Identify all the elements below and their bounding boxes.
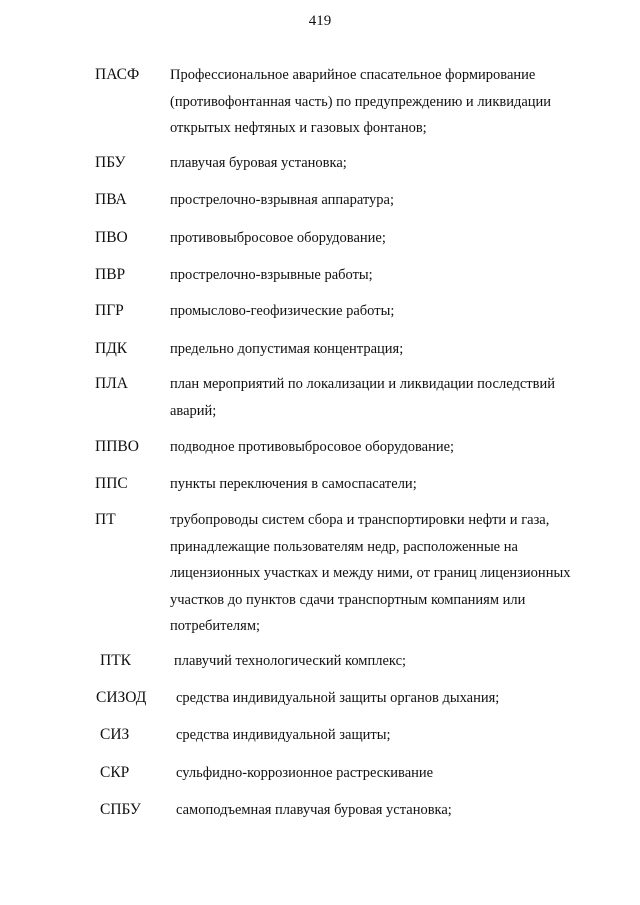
entry-abbreviation: ПВО xyxy=(95,229,128,246)
entry-abbreviation: СКР xyxy=(100,764,130,781)
entry-definition xyxy=(170,434,595,461)
entry-definition xyxy=(170,262,595,289)
entry-definition xyxy=(176,685,601,712)
definition-line: участков до пунктов сдачи транспортным компаниям или xyxy=(170,591,526,608)
definition-line: аварий; xyxy=(170,402,217,419)
definition-line: подводное противовыбросовое оборудование; xyxy=(170,439,455,455)
entry-abbreviation: СИЗОД xyxy=(96,689,147,706)
entry-abbreviation: ПБУ xyxy=(95,154,126,171)
entry-definition xyxy=(170,225,595,252)
entry-definition xyxy=(170,187,595,214)
entry-abbreviation: ПВР xyxy=(95,266,126,283)
entry-definition xyxy=(170,336,595,363)
definition-line: предельно допустимая концентрация; xyxy=(170,341,404,357)
entry-abbreviation: ПАСФ xyxy=(95,66,140,83)
definition-line: трубопроводы систем сбора и транспортировки нефти и газа, xyxy=(170,512,550,528)
entry-abbreviation: ПГР xyxy=(95,302,124,319)
entry-definition xyxy=(176,760,601,787)
entry-abbreviation: ПВА xyxy=(95,191,127,208)
entry-definition xyxy=(176,797,601,824)
entry-definition xyxy=(170,150,595,177)
entry-abbreviation: ПТК xyxy=(100,652,131,669)
definition-line: принадлежащие пользователям недр, расположенные на xyxy=(170,538,518,555)
definition-line: средства индивидуальной защиты; xyxy=(176,727,391,743)
definition-line: пункты переключения в самоспасатели; xyxy=(170,476,417,492)
entry-definition xyxy=(170,371,595,424)
entry-definition xyxy=(170,298,595,325)
definition-line: плавучая буровая установка; xyxy=(170,155,347,171)
definition-line: прострелочно-взрывные работы; xyxy=(170,267,373,283)
entry-abbreviation: ППВО xyxy=(95,438,139,455)
entry-definition xyxy=(174,648,599,675)
page-number: 419 xyxy=(308,13,332,29)
entry-abbreviation: СПБУ xyxy=(100,801,141,818)
entry-abbreviation: ПЛА xyxy=(95,375,128,392)
definition-line: (противофонтанная часть) по предупреждению и ликвидации xyxy=(170,93,552,110)
definition-line: открытых нефтяных и газовых фонтанов; xyxy=(170,120,427,136)
definition-line: лицензионных участках и между ними, от границ лицензионных xyxy=(170,565,571,581)
definition-line: прострелочно-взрывная аппаратура; xyxy=(170,192,395,208)
definition-line: противовыбросовое оборудование; xyxy=(170,230,386,246)
definition-line: промыслово-геофизические работы; xyxy=(170,303,395,319)
entry-definition xyxy=(176,722,601,749)
entry-definition xyxy=(170,507,595,640)
definition-line: самоподъемная плавучая буровая установка; xyxy=(176,802,452,818)
entry-definition xyxy=(170,471,595,498)
definition-line: Профессиональное аварийное спасательное формирование xyxy=(170,67,536,83)
entry-definition xyxy=(170,62,595,142)
entry-abbreviation: ПТ xyxy=(95,511,116,528)
definition-line: план мероприятий по локализации и ликвидации последствий xyxy=(170,376,555,392)
definition-line: плавучий технологический комплекс; xyxy=(174,653,407,669)
definition-line: потребителям; xyxy=(170,618,261,634)
entry-abbreviation: ПДК xyxy=(95,340,128,357)
definition-line: сульфидно-коррозионное растрескивание xyxy=(176,765,434,781)
entry-abbreviation: СИЗ xyxy=(100,726,130,743)
entry-abbreviation: ППС xyxy=(95,475,128,492)
definition-line: средства индивидуальной защиты органов дыхания; xyxy=(176,690,500,706)
